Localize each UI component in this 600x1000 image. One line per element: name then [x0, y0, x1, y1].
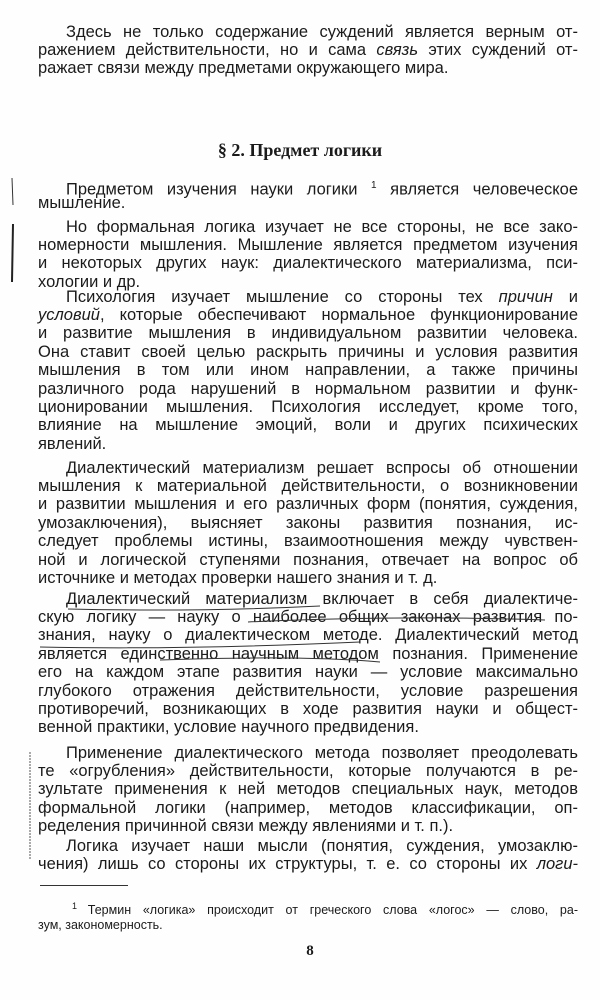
- text-segment: является человеческое: [376, 180, 578, 198]
- text-line: скую логику — науку о наиболее общих законах развития по-: [38, 607, 578, 626]
- text-line: различного рода нарушений в нормальном развитии и функ-: [38, 379, 578, 398]
- text-line: [38, 41, 578, 60]
- text-line: венной практики, условие научного предвидения.: [38, 718, 419, 737]
- text-segment: и: [552, 287, 578, 306]
- text-line: Но формальная логика изучает не все стороны, не все зако-: [66, 217, 578, 236]
- text-line: мышления к материальной действительности, о возникновении: [38, 476, 578, 495]
- text-line: является единственно научным методом познания. Применение: [38, 644, 578, 663]
- text-segment: этих суждений от-: [418, 40, 578, 59]
- footnote-line: [38, 917, 578, 933]
- footnote-line: [72, 898, 578, 918]
- text-line: знания, науку о диалектическом методе. Диалектический метод: [38, 626, 578, 645]
- text-line: зультате применения к ней методов специальных наук, методов: [38, 780, 578, 799]
- margin-mark: [12, 224, 13, 282]
- text-line: его на каждом этапе развития науки — условие максимально: [38, 663, 578, 682]
- text-segment: Психология изучает мышление со стороны тех: [66, 287, 499, 306]
- text-line: и развитии мышления и его различных форм (понятия, суждения,: [38, 495, 578, 514]
- text-line: ределения причинной связи между явлениями и т. п.).: [38, 817, 454, 836]
- italic-text: причин: [498, 287, 553, 306]
- text-line: формальной логики (например, методов классификации, оп-: [38, 798, 578, 817]
- text-line: [66, 176, 578, 198]
- text-line: ционировании мышления. Психология исследует, кроме того,: [38, 397, 578, 416]
- footnote-marker: 1: [72, 901, 88, 911]
- text-line: Диалектический материализм решает вспросы об отношении: [66, 458, 578, 477]
- italic-text: условий: [38, 305, 100, 324]
- text-line: Диалектический материализм включает в себя диалектиче-: [66, 589, 578, 608]
- page-number: 8: [306, 943, 314, 959]
- text-line: Она ставит своей целью раскрыть причины и условия развития: [38, 342, 578, 361]
- text-line: и некоторых других наук: диалектического материализма, пси-: [38, 254, 578, 273]
- section-heading: § 2. Предмет логики: [217, 140, 383, 160]
- text-line: хологии и др.: [38, 272, 141, 291]
- text-line: мышления в том или ином направлении, а также причины: [38, 361, 578, 380]
- text-segment: Предметом изучения науки логики: [66, 180, 371, 198]
- text-line: следует проблемы истины, взаимоотношения между чувствен-: [38, 532, 578, 551]
- text-line: ной и логической ступенями познания, отвечает на вопрос об: [38, 550, 578, 569]
- footnote-divider: [40, 885, 128, 886]
- text-line: мышление.: [38, 193, 126, 212]
- text-line: противоречий, возникающих в ходе развития науки и общест-: [38, 699, 578, 718]
- italic-text: логи-: [536, 854, 578, 873]
- text-line: [38, 306, 578, 325]
- footnote-text: Термин «логика» происходит от греческого слова «логос» — слово, ра-: [87, 903, 578, 918]
- text-line: влияние на мышление эмоций, воли и других психических: [38, 416, 578, 435]
- text-line: номерности мышления. Мышление является предметом изучения: [38, 235, 578, 254]
- text-line: источнике и методах проверки нашего знания и т. д.: [38, 568, 438, 587]
- text-segment: чения) лишь со стороны их структуры, т. е. со стороны их: [38, 854, 537, 873]
- text-line: Логика изучает наши мысли (понятия, суждения, умозаклю-: [66, 836, 578, 855]
- text-line: Здесь не только содержание суждений является верным от-: [66, 22, 578, 41]
- footnote-ref: 1: [371, 179, 377, 191]
- text-line: Применение диалектического метода позволяет преодолевать: [66, 743, 578, 762]
- text-line: те «огрубления» действительности, которые получаются в ре-: [38, 761, 578, 780]
- italic-text: связь: [376, 40, 419, 59]
- text-line: умозаключения), выясняет законы развития познания, ис-: [38, 513, 578, 532]
- text-line: и развитие мышления в индивидуальном развитии человека.: [38, 324, 578, 343]
- text-line: ражает связи между предметами окружающего мира.: [38, 59, 449, 78]
- margin-mark: [12, 178, 13, 205]
- text-line: явлений.: [38, 434, 107, 453]
- text-segment: , которые обеспечивают нормальное функционирование: [99, 305, 578, 324]
- text-segment: ражением действительности, но и сама: [38, 40, 377, 59]
- text-line: глубокого отражения действительности, условие разрешения: [38, 681, 578, 700]
- text-line: [38, 855, 578, 874]
- footnote-text: зум, закономерность.: [38, 918, 163, 932]
- text-line: [66, 288, 578, 307]
